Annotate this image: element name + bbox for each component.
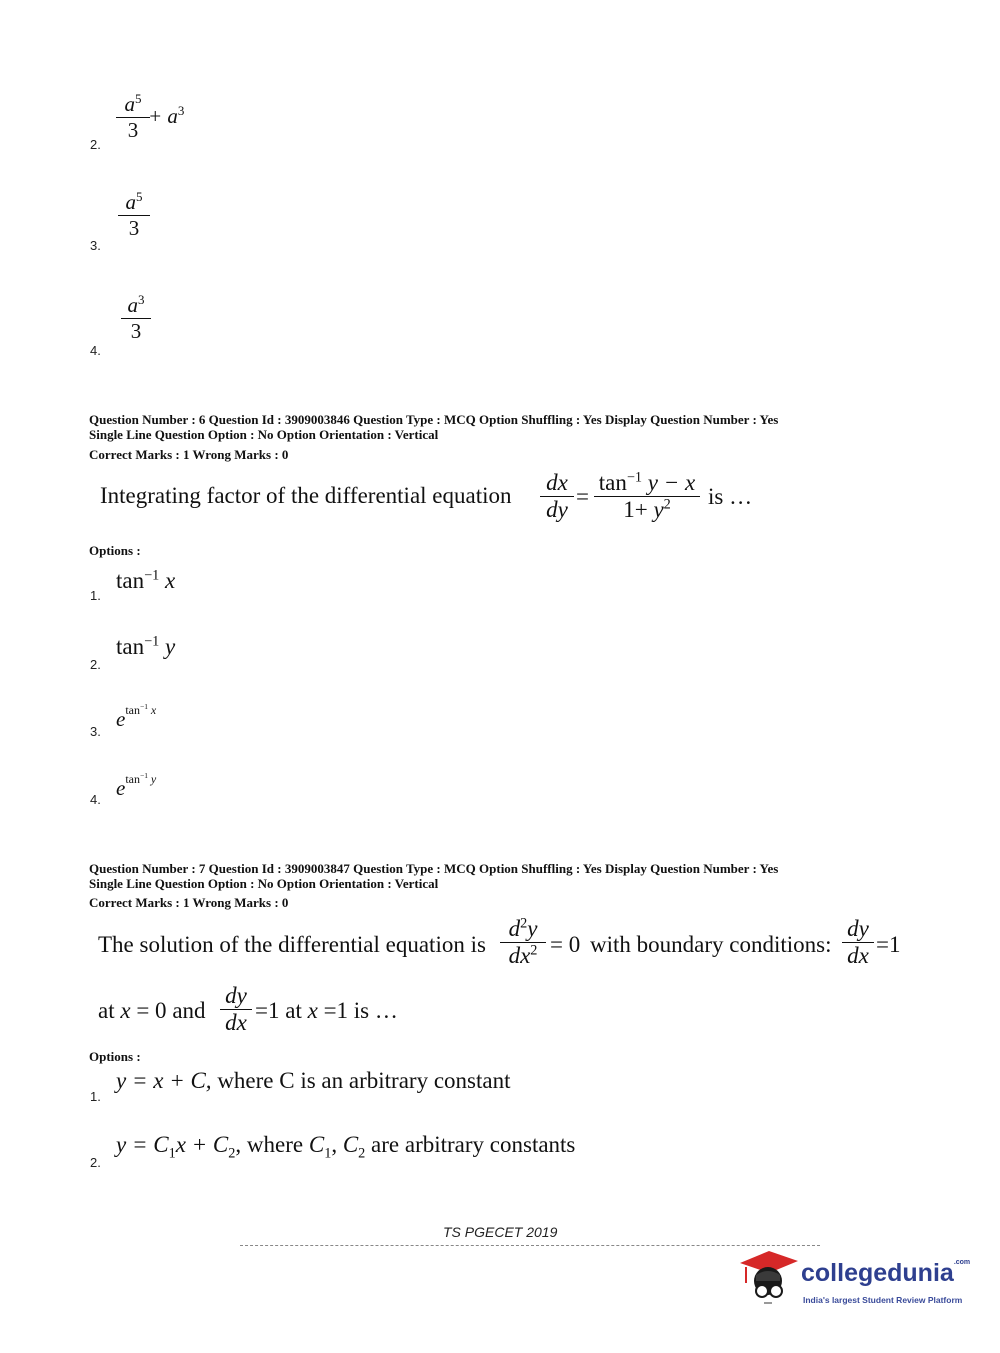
q6-marks: Correct Marks : 1 Wrong Marks : 0 (89, 447, 289, 462)
q7-ode-rhs: = 0 (550, 932, 581, 957)
q6-eq-rhs: $\tan^{-1} y - x$ $1+ y^2$ (594, 470, 700, 523)
option-number: 2. (90, 657, 101, 672)
q7-line-2b: =1 at x =1 is … (255, 998, 398, 1023)
q6-options-label: Options : (89, 543, 141, 558)
option-number: 2. (90, 1155, 101, 1170)
footer-divider (240, 1245, 820, 1246)
option-number: 3. (90, 724, 101, 739)
option-number: 4. (90, 792, 101, 807)
q6-meta-line-2: Single Line Question Option : No Option Orientation : Vertical (89, 427, 439, 442)
option-number: 4. (90, 343, 101, 358)
q6-question-text: Integrating factor of the differential equation (100, 483, 512, 508)
fraction: $a^5$ 3 (118, 190, 150, 241)
q7-ode: $d^2y$ $dx^2$ (500, 916, 546, 969)
option-math: $y = C_1x + C_2$, where $C_1$, $C_2$ are arbitrary constants (116, 1132, 576, 1162)
option-math: $e^{tan^{-1} y}$ (116, 771, 157, 800)
q7-meta-line-1: Question Number : 7 Question Id : 3909003847 Question Type : MCQ Option Shuffling : Yes Display Question Number : Yes (89, 861, 779, 876)
q7-marks: Correct Marks : 1 Wrong Marks : 0 (89, 895, 289, 910)
brand-tagline: India's largest Student Review Platform (803, 1295, 963, 1305)
option-number: 2. (90, 137, 101, 152)
q7-line-2a: at x = 0 and (98, 998, 206, 1023)
q6-tail: is … (708, 484, 753, 509)
q6-eq-sign: = (576, 484, 589, 509)
q7-bc1-rhs: =1 (876, 932, 901, 957)
q7-options-label: Options : (89, 1049, 141, 1064)
option-math: $\tan^{-1} x$ (116, 567, 176, 593)
q7-bc-text: with boundary conditions: (590, 932, 832, 957)
option-number: 1. (90, 1089, 101, 1104)
option-number: 3. (90, 238, 101, 253)
exam-footer: TS PGECET 2019 (443, 1224, 558, 1240)
fraction: $a^5$ 3 (116, 92, 150, 143)
fraction: $a^3$ 3 (121, 293, 151, 344)
q7-bc2-frac: dy dx (220, 983, 252, 1036)
q6-eq-lhs: dx dy (540, 470, 574, 523)
q6-meta-line-1: Question Number : 6 Question Id : 3909003846 Question Type : MCQ Option Shuffling : Yes Display Question Number : Yes (89, 412, 779, 427)
q7-meta-line-2: Single Line Question Option : No Option Orientation : Vertical (89, 876, 439, 891)
option-number: 1. (90, 588, 101, 603)
collegedunia-logo-icon (738, 1245, 800, 1307)
option-math: $e^{tan^{-1} x}$ (116, 702, 157, 731)
q7-bc1-frac: dy dx (842, 916, 874, 969)
brand-name[interactable]: collegedunia$^{.com}$ (801, 1259, 971, 1287)
option-math: y = x + C, where C is an arbitrary constant (116, 1068, 511, 1093)
option-math: $\tan^{-1} y$ (116, 633, 176, 659)
plus-term: + $a^3$ (148, 103, 185, 128)
q7-question-text: The solution of the differential equation is (98, 932, 486, 957)
